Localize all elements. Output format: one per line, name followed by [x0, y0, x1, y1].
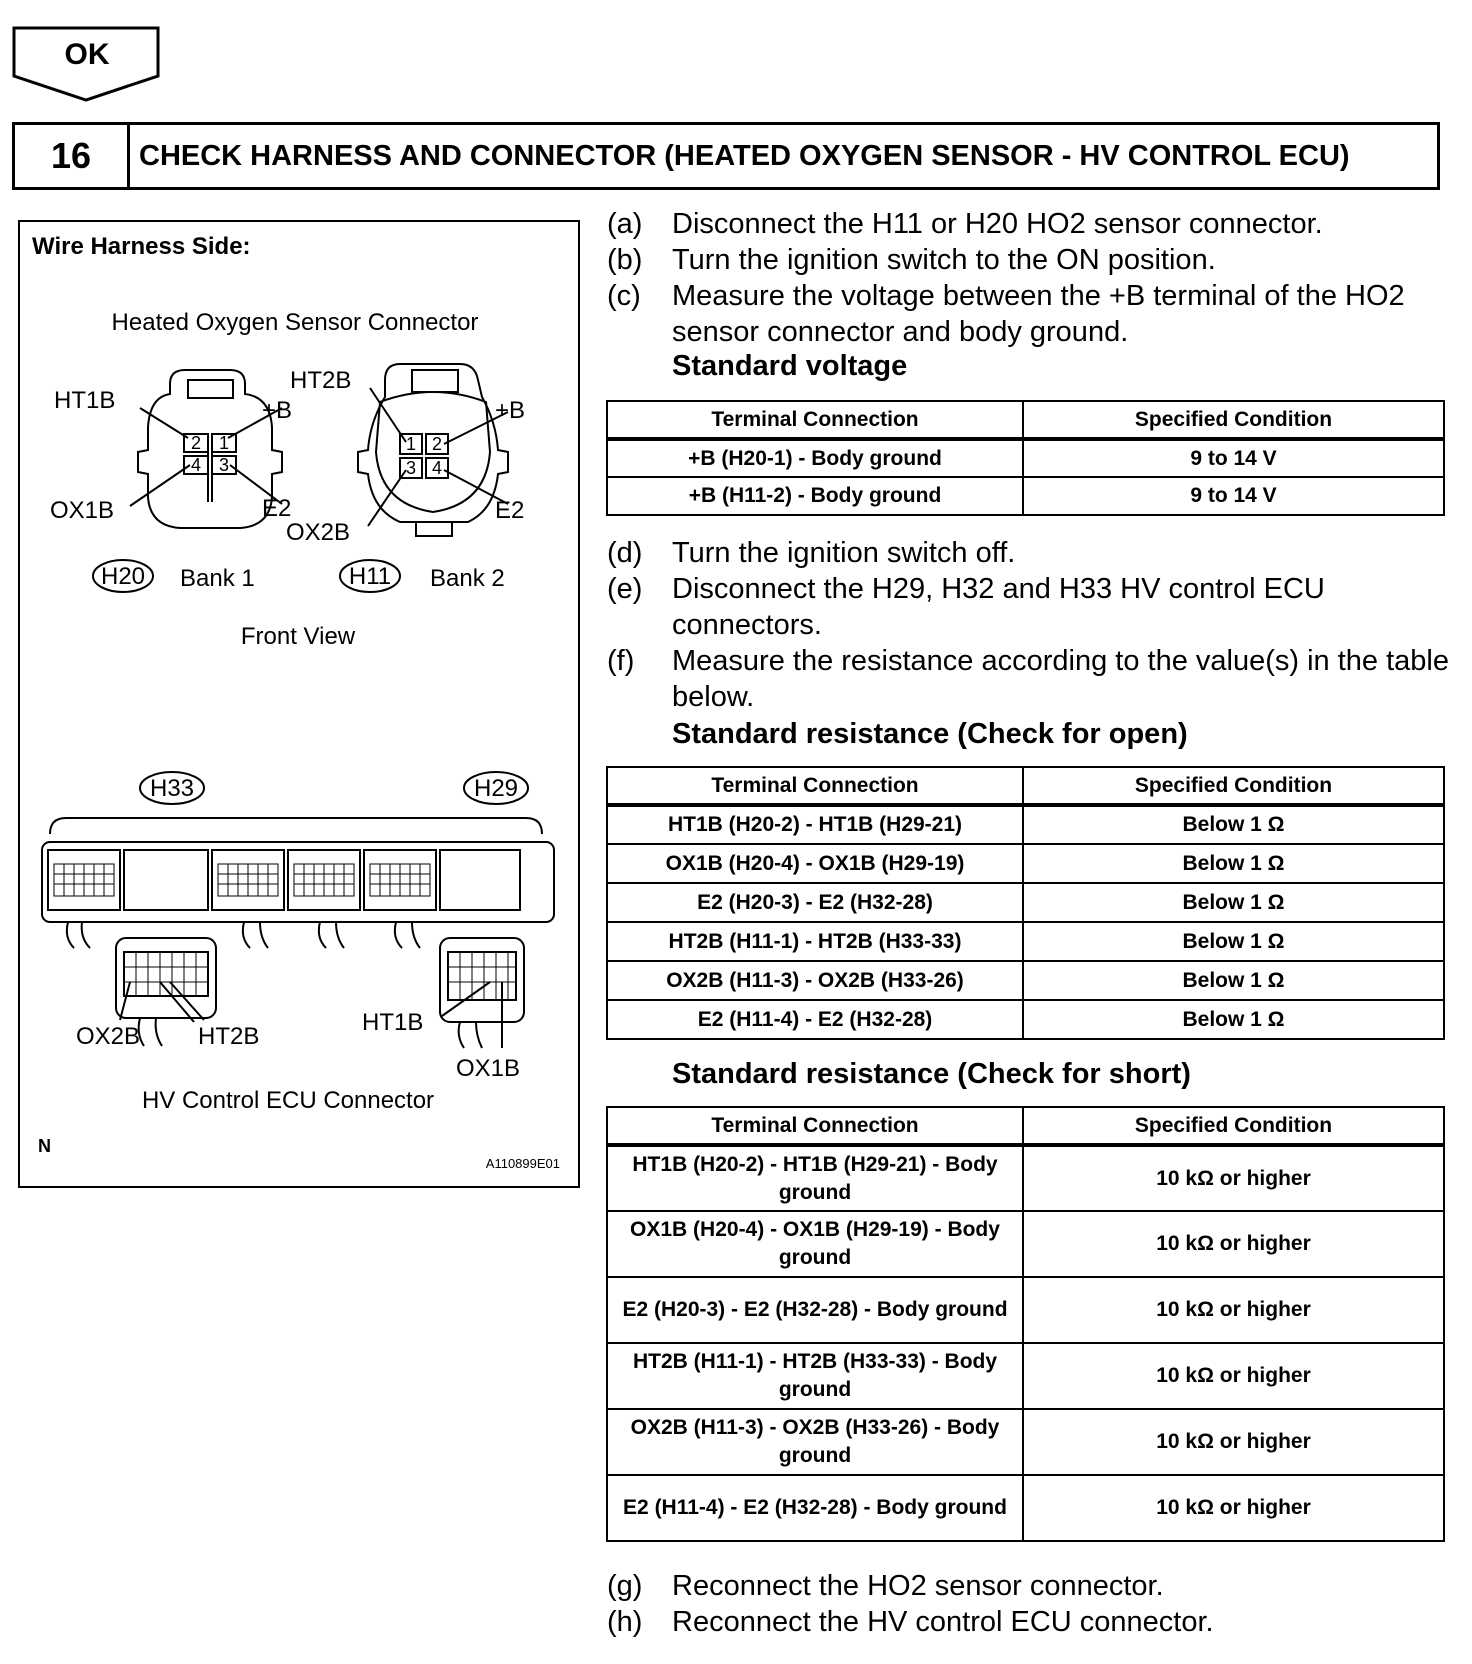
- h20-pin-number: 1: [218, 433, 230, 453]
- terminal-cell: E2 (H11-4) - E2 (H32-28) - Body ground: [607, 1475, 1023, 1541]
- connector-id-h29: H29: [473, 775, 519, 802]
- illustration-canvas: [20, 222, 582, 1190]
- terminal-cell: E2 (H20-3) - E2 (H32-28): [607, 883, 1023, 922]
- ecu-pin-label-ht1b: HT1B: [362, 1009, 424, 1036]
- condition-cell: 10 kΩ or higher: [1023, 1211, 1444, 1277]
- h20-pin-numbers: [191, 433, 229, 475]
- ok-badge: [12, 26, 162, 106]
- column-header: Specified Condition: [1023, 1107, 1444, 1145]
- table-row: [607, 805, 1444, 844]
- corner-mark: N: [38, 1136, 51, 1156]
- table-row: [607, 844, 1444, 883]
- h20-connector-drawing: [130, 370, 282, 528]
- table-row: [607, 1475, 1444, 1541]
- pin-label-e2-bank2: E2: [495, 497, 525, 524]
- terminal-cell: E2 (H11-4) - E2 (H32-28): [607, 1000, 1023, 1039]
- pin-label-ox1b: OX1B: [50, 497, 115, 524]
- ok-label: OK: [64, 38, 110, 71]
- table-row: [607, 1343, 1444, 1409]
- open-heading: Standard resistance (Check for open): [672, 718, 1188, 750]
- step-letter: (d): [607, 537, 643, 569]
- pin-label-plus-b-bank2: +B: [495, 397, 526, 424]
- terminal-cell: OX2B (H11-3) - OX2B (H33-26) - Body ground: [607, 1409, 1023, 1475]
- condition-cell: Below 1 Ω: [1023, 961, 1444, 1000]
- condition-cell: Below 1 Ω: [1023, 1000, 1444, 1039]
- h11-pin-numbers: [406, 434, 442, 478]
- step-text: Measure the voltage between the +B terminal of the HO2 sensor connector and body ground.: [672, 280, 1405, 348]
- pin-label-ox2b: OX2B: [286, 519, 351, 546]
- table-row: [607, 477, 1444, 515]
- ecu-pin-label-ht2b: HT2B: [198, 1023, 260, 1050]
- condition-cell: 10 kΩ or higher: [1023, 1475, 1444, 1541]
- step-header: [12, 122, 1440, 190]
- condition-cell: 10 kΩ or higher: [1023, 1145, 1444, 1211]
- wiring-illustration: [18, 220, 580, 1188]
- condition-cell: Below 1 Ω: [1023, 883, 1444, 922]
- step-text: Disconnect the H11 or H20 HO2 sensor connector.: [672, 208, 1323, 240]
- condition-cell: 10 kΩ or higher: [1023, 1409, 1444, 1475]
- column-header: Terminal Connection: [607, 401, 1023, 439]
- step-g: [607, 1568, 1447, 1604]
- condition-cell: Below 1 Ω: [1023, 805, 1444, 844]
- step-letter: (a): [607, 208, 643, 240]
- bank2-label: Bank 2: [430, 565, 505, 592]
- condition-cell: 10 kΩ or higher: [1023, 1277, 1444, 1343]
- ecu-pin-label-ox2b: OX2B: [76, 1023, 141, 1050]
- condition-cell: Below 1 Ω: [1023, 922, 1444, 961]
- front-view-label: Front View: [240, 623, 356, 650]
- step-d: [607, 535, 1447, 571]
- condition-cell: Below 1 Ω: [1023, 844, 1444, 883]
- condition-cell: 9 to 14 V: [1023, 439, 1444, 477]
- short-heading: Standard resistance (Check for short): [672, 1058, 1191, 1090]
- table-row: [607, 883, 1444, 922]
- step-letter: (b): [607, 244, 643, 276]
- step-b: [607, 242, 1447, 278]
- table-row: [607, 961, 1444, 1000]
- terminal-cell: OX1B (H20-4) - OX1B (H29-19): [607, 844, 1023, 883]
- table-row: [607, 1211, 1444, 1277]
- terminal-cell: E2 (H20-3) - E2 (H32-28) - Body ground: [607, 1277, 1023, 1343]
- h20-pin-number: 3: [218, 455, 230, 475]
- voltage-table: [606, 400, 1445, 516]
- sensor-connector-caption: Heated Oxygen Sensor Connector: [111, 309, 479, 336]
- terminal-cell: OX2B (H11-3) - OX2B (H33-26): [607, 961, 1023, 1000]
- step-c: [607, 278, 1447, 350]
- h11-pin-number: 2: [431, 434, 443, 454]
- pin-label-ht1b: HT1B: [54, 387, 116, 414]
- ecu-connector-drawing: [42, 818, 554, 1048]
- step-text: Turn the ignition switch off.: [672, 537, 1016, 569]
- column-header: Terminal Connection: [607, 767, 1023, 805]
- step-letter: (h): [607, 1606, 643, 1638]
- step-letter: (f): [607, 645, 635, 677]
- ecu-pin-label-ox1b: OX1B: [456, 1055, 521, 1082]
- terminal-cell: HT1B (H20-2) - HT1B (H29-21) - Body ground: [607, 1145, 1023, 1211]
- connector-id-h11: H11: [348, 563, 392, 590]
- step-letter: (g): [607, 1570, 643, 1602]
- step-letter: (c): [607, 280, 641, 312]
- short-check-table: [606, 1106, 1445, 1542]
- table-row: [607, 1409, 1444, 1475]
- bank1-label: Bank 1: [180, 565, 255, 592]
- figure-id: A110899E01: [485, 1156, 560, 1171]
- terminal-cell: HT2B (H11-1) - HT2B (H33-33): [607, 922, 1023, 961]
- step-text: Measure the resistance according to the value(s) in the table below.: [672, 645, 1449, 713]
- h11-pin-number: 4: [431, 458, 443, 478]
- h20-pin-number: 4: [190, 455, 202, 475]
- open-check-table: [606, 766, 1445, 1040]
- condition-cell: 10 kΩ or higher: [1023, 1343, 1444, 1409]
- column-header: Specified Condition: [1023, 767, 1444, 805]
- step-letter: (e): [607, 573, 643, 605]
- pin-label-e2: E2: [262, 495, 292, 522]
- step-text: Reconnect the HO2 sensor connector.: [672, 1570, 1164, 1602]
- table-row: [607, 922, 1444, 961]
- column-header: Specified Condition: [1023, 401, 1444, 439]
- step-e: [607, 571, 1447, 643]
- terminal-cell: HT1B (H20-2) - HT1B (H29-21): [607, 805, 1023, 844]
- h11-pin-number: 3: [405, 458, 417, 478]
- step-text: Reconnect the HV control ECU connector.: [672, 1606, 1214, 1638]
- table-row: [607, 1145, 1444, 1211]
- connector-id-h33: H33: [149, 775, 195, 802]
- step-number: 16: [15, 125, 130, 187]
- column-header: Terminal Connection: [607, 1107, 1023, 1145]
- step-title: CHECK HARNESS AND CONNECTOR (HEATED OXYGEN SENSOR - HV CONTROL ECU): [139, 140, 1350, 172]
- condition-cell: 9 to 14 V: [1023, 477, 1444, 515]
- terminal-cell: +B (H20-1) - Body ground: [607, 439, 1023, 477]
- voltage-heading: Standard voltage: [672, 350, 908, 382]
- pin-label-ht2b: HT2B: [290, 367, 352, 394]
- step-f: [607, 643, 1447, 715]
- terminal-cell: +B (H11-2) - Body ground: [607, 477, 1023, 515]
- connector-id-h20: H20: [100, 563, 146, 590]
- ecu-connector-caption: HV Control ECU Connector: [141, 1087, 435, 1114]
- pin-label-plus-b: +B: [262, 397, 293, 424]
- step-text: Disconnect the H29, H32 and H33 HV control ECU connectors.: [672, 573, 1325, 641]
- terminal-cell: HT2B (H11-1) - HT2B (H33-33) - Body ground: [607, 1343, 1023, 1409]
- step-h: [607, 1604, 1447, 1640]
- table-row: [607, 1277, 1444, 1343]
- h20-pin-number: 2: [190, 433, 202, 453]
- figure-heading: Wire Harness Side:: [32, 233, 251, 260]
- h11-pin-number: 1: [405, 434, 417, 454]
- table-row: [607, 1000, 1444, 1039]
- table-row: [607, 439, 1444, 477]
- step-a: [607, 206, 1447, 242]
- terminal-cell: OX1B (H20-4) - OX1B (H29-19) - Body ground: [607, 1211, 1023, 1277]
- step-text: Turn the ignition switch to the ON position.: [672, 244, 1216, 276]
